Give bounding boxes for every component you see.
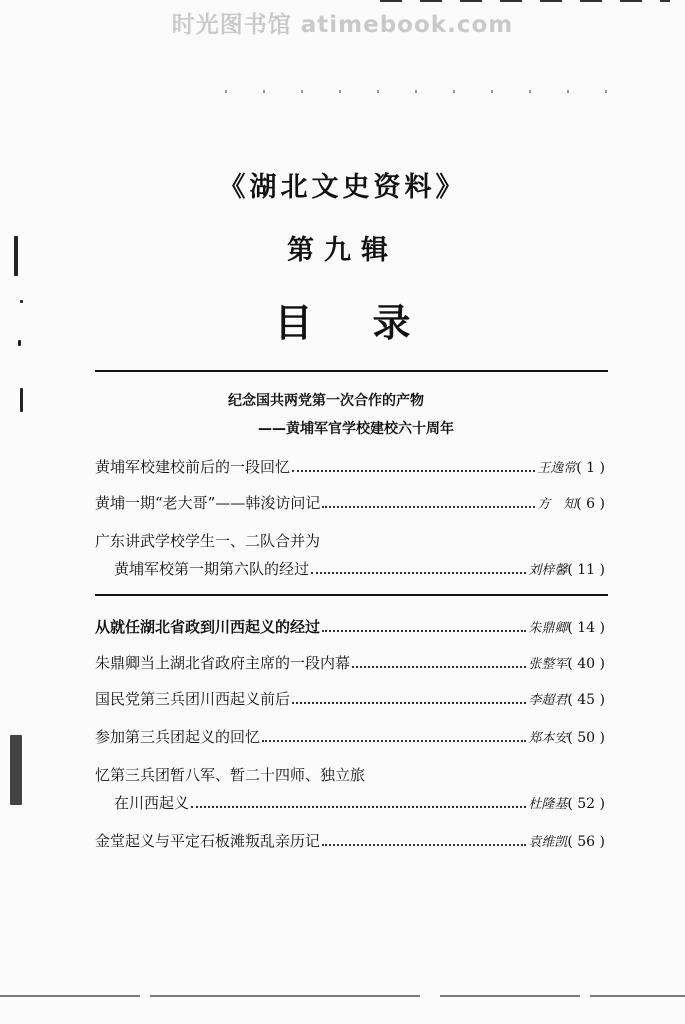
bottom-scan-line <box>0 995 685 997</box>
entry-title-line1: 忆第三兵团暂八军、暂二十四师、独立旅 <box>95 766 366 784</box>
binding-mark <box>10 735 22 805</box>
leader-dots <box>322 506 535 508</box>
entry-page: ( 11 ) <box>567 562 605 578</box>
toc-entry <box>95 726 605 747</box>
leader-dots <box>191 806 526 808</box>
entry-title: 从就任湖北省政到川西起义的经过 <box>95 618 321 636</box>
entry-author: 郑本安 <box>528 731 568 746</box>
entry-title: 金堂起义与平定石板滩叛乱亲历记 <box>95 832 321 850</box>
section-rule <box>95 594 608 596</box>
top-edge-marks <box>380 0 670 2</box>
entry-author: 张整军 <box>528 657 568 672</box>
leader-dots <box>311 572 526 574</box>
entry-page: ( 40 ) <box>567 656 605 672</box>
toc-title: 目录 <box>274 301 471 345</box>
series-title: 《湖北文史资料》 <box>218 172 467 203</box>
entry-title: 国民党第三兵团川西起义前后 <box>95 690 291 708</box>
entry-title-line1: 广东讲武学校学生一、二队合并为 <box>95 532 321 550</box>
toc-entry <box>95 652 605 673</box>
top-rule <box>95 370 608 372</box>
leader-dots <box>292 702 526 704</box>
entry-title: 在川西起义 <box>114 794 190 812</box>
binding-mark <box>20 300 23 303</box>
entry-title: 朱鼎卿当上湖北省政府主席的一段内幕 <box>95 654 351 672</box>
entry-author: 李超君 <box>528 693 568 708</box>
entry-page: ( 52 ) <box>567 796 605 812</box>
toc-entry <box>114 558 605 579</box>
entry-page: ( 6 ) <box>576 496 605 512</box>
entry-title: 黄埔军校建校前后的一段回忆 <box>95 458 291 476</box>
binding-mark <box>14 236 18 276</box>
toc-entry <box>114 792 605 813</box>
scan-noise-top <box>225 90 625 93</box>
leader-dots <box>352 666 526 668</box>
section-heading: 纪念国共两党第一次合作的产物 <box>228 393 424 409</box>
entry-page: ( 14 ) <box>567 620 605 636</box>
leader-dots <box>262 740 526 742</box>
entry-title: 参加第三兵团起义的回忆 <box>95 728 261 746</box>
watermark-text: 时光图书馆 atimebook.com <box>171 12 514 38</box>
toc-entry <box>95 456 605 477</box>
entry-author: 刘梓馨 <box>528 563 568 578</box>
leader-dots <box>322 844 526 846</box>
toc-entry <box>95 492 605 513</box>
binding-mark <box>20 388 23 412</box>
entry-page: ( 56 ) <box>567 834 605 850</box>
toc-entry <box>95 616 605 637</box>
entry-author: 朱鼎卿 <box>528 621 568 636</box>
entry-author: 袁维凯 <box>528 835 568 850</box>
section-subheading: ——黄埔军官学校建校六十周年 <box>258 421 454 437</box>
entry-author: 方 知 <box>537 497 577 512</box>
entry-page: ( 45 ) <box>567 692 605 708</box>
entry-author: 杜隆基 <box>528 797 568 812</box>
volume-title: 第九辑 <box>287 235 398 266</box>
binding-mark <box>18 340 21 346</box>
entry-page: ( 1 ) <box>576 460 605 476</box>
entry-author: 王逸常 <box>537 461 577 476</box>
toc-entry <box>95 830 605 851</box>
toc-entry <box>95 688 605 709</box>
leader-dots <box>292 470 535 472</box>
entry-title: 黄埔一期“老大哥”——韩浚访问记 <box>95 494 321 512</box>
entry-page: ( 50 ) <box>567 730 605 746</box>
entry-title: 黄埔军校第一期第六队的经过 <box>114 560 310 578</box>
leader-dots <box>322 630 526 632</box>
